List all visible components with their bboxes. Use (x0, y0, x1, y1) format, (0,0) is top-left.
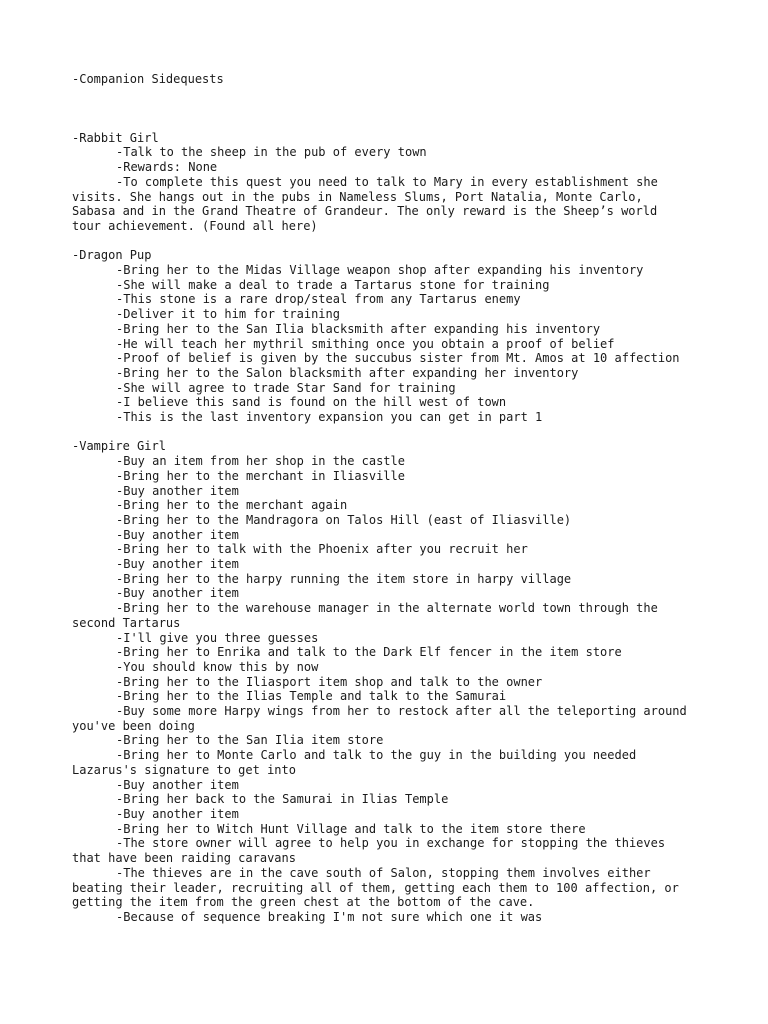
quest-step: -To complete this quest you need to talk to Mary in every establishment she visits. She hangs out in the pubs in Nameless Slums, Port Natalia, Monte Carlo, Sabasa and in the Grand Theatre of Grandeur. The only reward is the Sheep’s world tour achievement. (Found all here) (72, 174, 666, 233)
quest-step: -Rewards: None (116, 160, 218, 175)
section-vampire-girl (72, 439, 694, 924)
quest-step: -I believe this sand is found on the hill west of town (116, 395, 507, 410)
quest-step: -Buy another item (116, 586, 239, 601)
quest-step: -He will teach her mythril smithing once you obtain a proof of belief (116, 336, 615, 351)
quest-step: -Bring her to Monte Carlo and talk to the guy in the building you needed Lazarus's signature to get into (72, 748, 644, 777)
section-heading: -Dragon Pup (72, 248, 152, 263)
quest-step: -Buy another item (116, 483, 239, 498)
quest-step: -Bring her to the Mandragora on Talos Hill (east of Iliasville) (116, 512, 572, 527)
quest-step: -She will agree to trade Star Sand for training (116, 380, 456, 395)
quest-step: -Because of sequence breaking I'm not sure which one it was (116, 909, 543, 924)
quest-step: -Bring her to talk with the Phoenix after you recruit her (116, 542, 528, 557)
quest-step: -Bring her to the Midas Village weapon shop after expanding his inventory (116, 263, 644, 277)
quest-step: -Bring her to the merchant in Iliasville (116, 468, 405, 483)
quest-step: -Buy some more Harpy wings from her to restock after all the teleporting around you've been doing (72, 704, 694, 733)
quest-step: -Bring her to the warehouse manager in the alternate world town through the second Tartarus (72, 601, 666, 630)
quest-step: -This stone is a rare drop/steal from any Tartarus enemy (116, 292, 521, 307)
quest-step: -The store owner will agree to help you in exchange for stopping the thieves that have been raiding caravans (72, 836, 673, 866)
section-dragon-pup (72, 248, 688, 424)
section-heading: -Rabbit Girl (72, 130, 159, 145)
quest-step: -Bring her back to the Samurai in Ilias Temple (116, 792, 449, 807)
quest-step: -Deliver it to him for training (116, 307, 340, 322)
quest-step: -Bring her to the Ilias Temple and talk to the Samurai (116, 689, 507, 704)
quest-step: -This is the last inventory expansion you can get in part 1 (116, 410, 543, 425)
quest-step: -Bring her to Witch Hunt Village and talk to the item store there (116, 821, 586, 836)
quest-step: -Bring her to the San Ilia blacksmith after expanding his inventory (116, 321, 601, 336)
quest-step: -Bring her to the merchant again (116, 498, 348, 513)
quest-step: -Proof of belief is given by the succubus sister from Mt. Amos at 10 affection (116, 351, 680, 366)
quest-step: -The thieves are in the cave south of Salon, stopping them involves either beating their leader, recruiting all of them, getting each them to 100 affection, or getting the item from the green chest at the bottom of the cave. (72, 865, 687, 910)
quest-step: -Bring her to Enrika and talk to the Dark Elf fencer in the item store (116, 645, 622, 660)
quest-step: -Buy another item (116, 527, 239, 542)
quest-step: -Bring her to the harpy running the item store in harpy village (116, 571, 572, 586)
document-page (72, 72, 694, 939)
quest-step: -Buy an item from her shop in the castle (116, 454, 405, 469)
quest-step: -Buy another item (116, 777, 239, 792)
quest-step: -She will make a deal to trade a Tartarus stone for training (116, 277, 550, 292)
quest-step: -Bring her to the San Ilia item store (116, 733, 384, 748)
sections-container (72, 130, 694, 925)
section-rabbit-girl (72, 131, 688, 234)
quest-step: -Bring her to the Salon blacksmith after expanding her inventory (116, 365, 579, 380)
quest-step: -You should know this by now (116, 659, 319, 674)
quest-step: -Buy another item (116, 807, 239, 821)
quest-step: -I'll give you three guesses (116, 630, 319, 645)
section-heading: -Vampire Girl (72, 439, 166, 454)
document-title: -Companion Sidequests (72, 72, 224, 86)
quest-step: -Buy another item (116, 557, 239, 572)
spacer (72, 87, 688, 131)
quest-step: -Bring her to the Iliasport item shop and talk to the owner (116, 674, 543, 689)
quest-step: -Talk to the sheep in the pub of every town (116, 145, 427, 160)
